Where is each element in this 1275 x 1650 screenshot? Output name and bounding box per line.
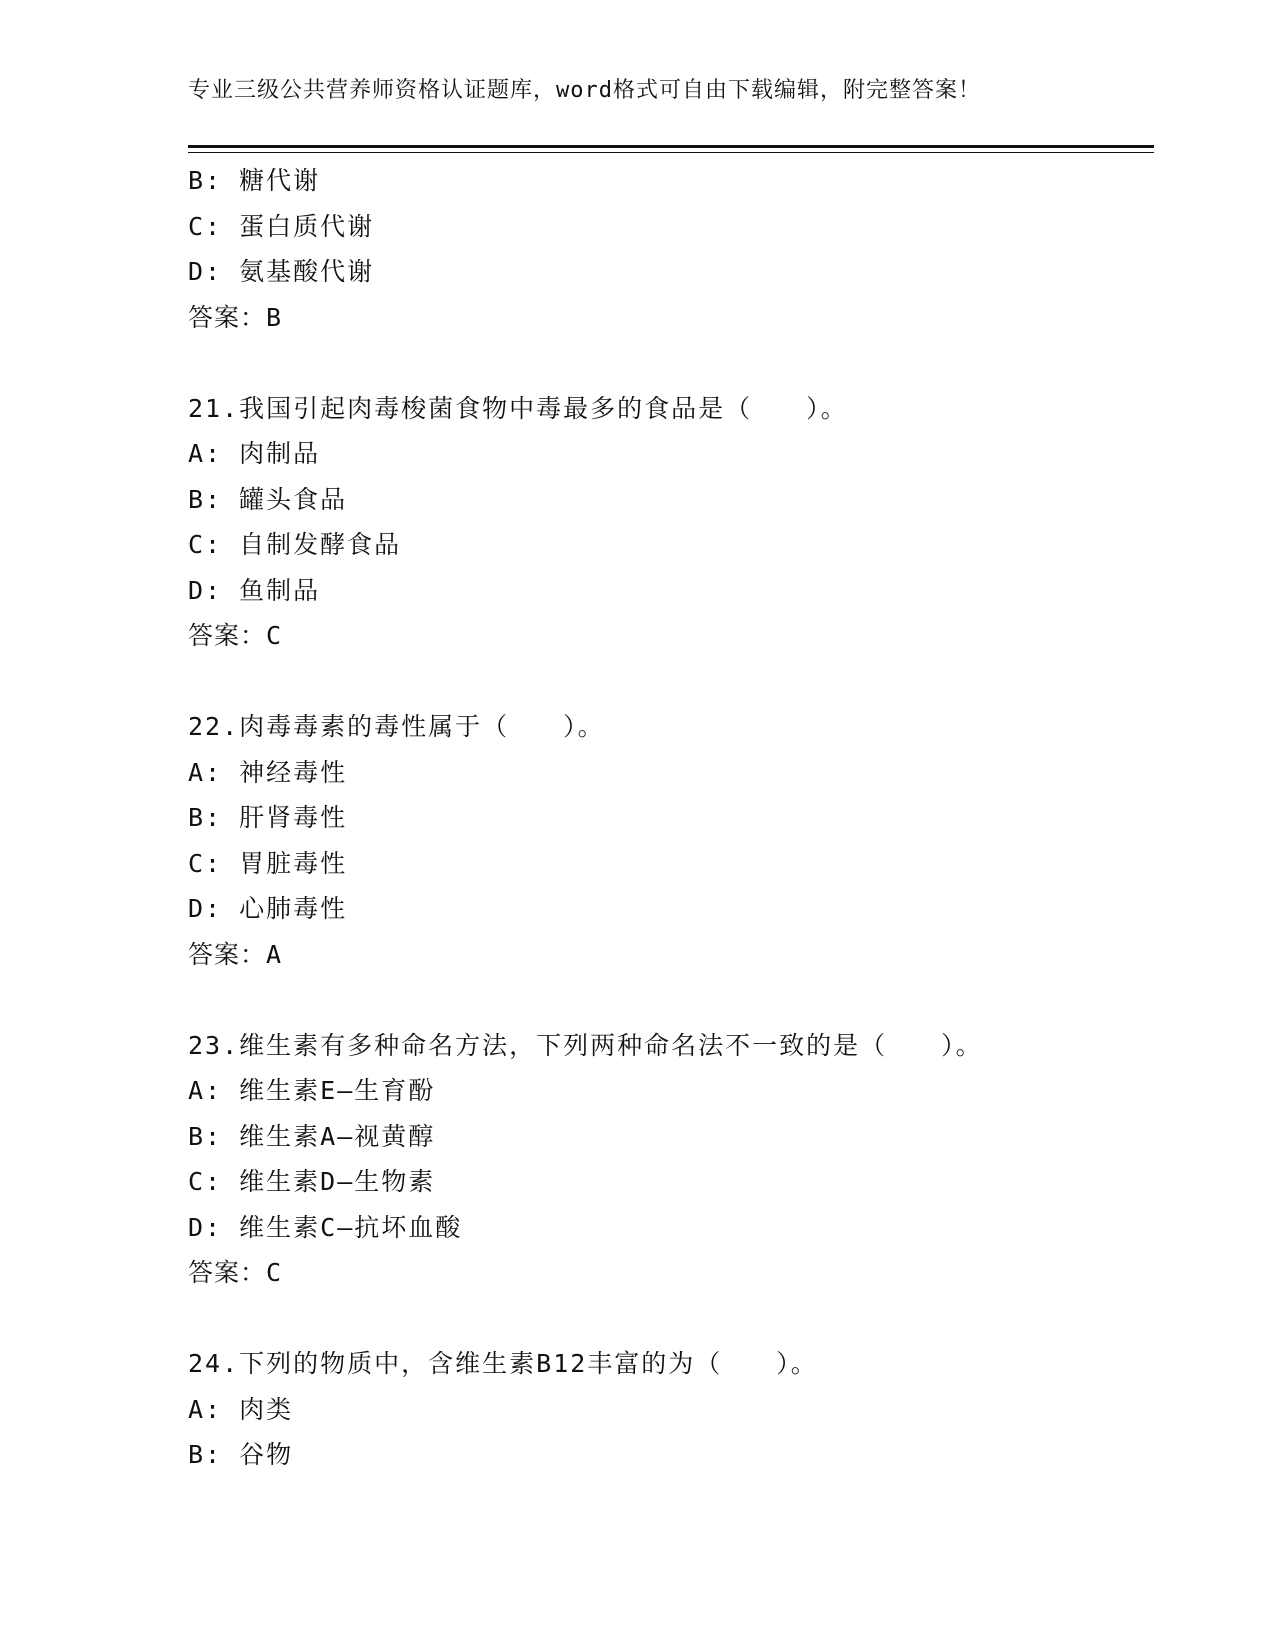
answer-value: B [266,302,283,332]
answer-value: C [266,621,283,650]
option-d: D: 心肺毒性 [188,894,348,923]
question-stem: 22.肉毒毒素的毒性属于（ ）。 [188,712,605,741]
answer-value: A [266,939,283,969]
answer-line [188,613,1148,659]
option-b: B: 罐头食品 [188,484,348,514]
option-a: A: 肉制品 [188,439,321,468]
answer-value: C [266,1258,283,1287]
answer-line [188,932,1148,978]
answer-label: 答案： [188,302,267,332]
spacer [188,659,1148,705]
option-d: D: 氨基酸代谢 [188,257,375,286]
answer-label: 答案： [188,1258,267,1287]
page-header: 专业三级公共营养师资格认证题库，word格式可自由下载编辑，附完整答案！ [188,78,981,103]
answer-line [188,295,1148,341]
option-c: C: 自制发酵食品 [188,530,402,559]
question-stem: 21.我国引起肉毒梭菌食物中毒最多的食品是（ ）。 [188,393,848,423]
option-a: A: 维生素E—生育酚 [188,1076,436,1105]
spacer [188,977,1148,1023]
option-b: B: 肝肾毒性 [188,803,348,832]
option-c: C: 胃脏毒性 [188,848,348,878]
question-stem: 24.下列的物质中，含维生素B12丰富的为（ ）。 [188,1349,818,1378]
option-b: B: 糖代谢 [188,166,321,195]
option-b: B: 维生素A—视黄醇 [188,1121,436,1151]
option-d: D: 维生素C—抗坏血酸 [188,1212,463,1242]
option-d: D: 鱼制品 [188,575,321,605]
option-b: B: 谷物 [188,1440,294,1469]
option-c: C: 蛋白质代谢 [188,211,375,241]
question-list [188,158,1148,1478]
answer-label: 答案： [188,939,267,969]
spacer [188,1296,1148,1342]
option-a: A: 肉类 [188,1394,294,1424]
spacer [188,340,1148,386]
answer-label: 答案： [188,621,267,650]
question-stem: 23.维生素有多种命名方法，下列两种命名法不一致的是（ ）。 [188,1030,983,1060]
header-divider [188,145,1154,153]
option-c: C: 维生素D—生物素 [188,1167,436,1196]
answer-line [188,1250,1148,1296]
option-a: A: 神经毒性 [188,757,348,787]
